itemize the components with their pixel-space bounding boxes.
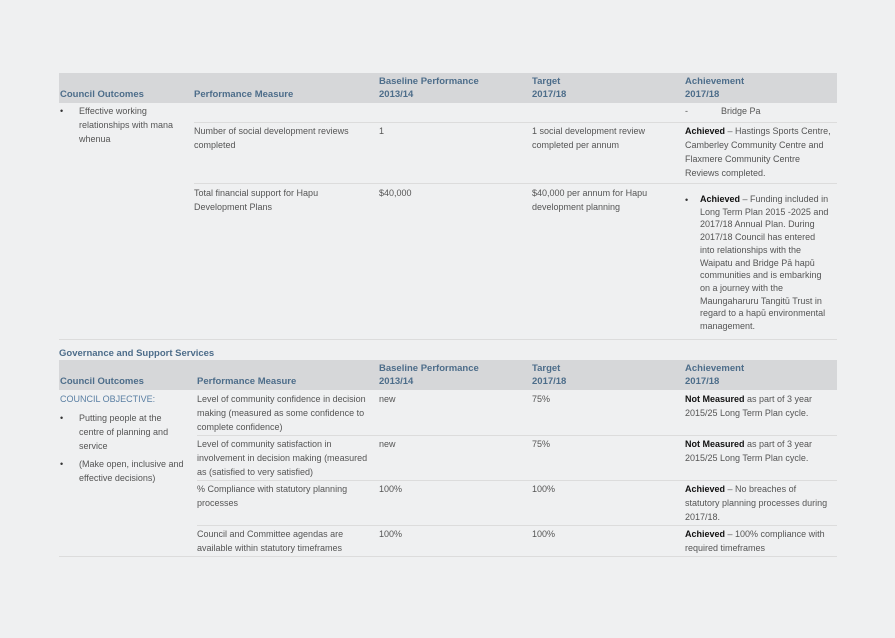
gov-row2-achievement: Not Measured as part of 3 year 2015/25 Long Term Plan cycle.: [685, 439, 813, 463]
section-title: Governance and Support Services: [59, 348, 215, 359]
bullet-icon: •: [60, 106, 64, 116]
gov-row1-measure: Level of community confidence in decision making (measured as some confidence to complete confidence): [197, 394, 366, 432]
row2-target: $40,000 per annum for Hapu development planning: [532, 188, 648, 212]
council-objective-label: COUNCIL OBJECTIVE:: [60, 394, 156, 404]
gov-row4-target: 100%: [532, 529, 556, 539]
prev-row-text: Bridge Pa: [721, 106, 761, 116]
row-divider: [197, 480, 837, 481]
objective-bullet-1: Putting people at the centre of planning and service: [79, 413, 169, 451]
row2-achievement: Achieved – Funding included in Long Term Plan 2015 -2025 and 2017/18 Annual Plan. During 2017/18 Council has entered into relationships with the Waipatu and Bridge Pā hapū communities and is embarking on a journey with the Maungaharuru Tangitū Trust in regard to a hapū environmental management.: [700, 194, 829, 332]
gov-row3-measure: % Compliance with statutory planning processes: [197, 484, 348, 508]
gov-row2-measure: Level of community satisfaction in involvement in decision making (measured as (satisfied to very satisfied): [197, 439, 368, 477]
row1-baseline: 1: [379, 126, 385, 136]
header-target: Target 2017/18: [532, 363, 567, 387]
gov-row3-achievement: Achieved – No breaches of statutory planning processes during 2017/18.: [685, 484, 828, 522]
bullet-icon: •: [685, 195, 689, 205]
bullet-icon: •: [60, 459, 64, 469]
row1-target: 1 social development review completed per annum: [532, 126, 646, 150]
header-performance-measure: Performance Measure: [197, 376, 297, 387]
row-divider: [197, 525, 837, 526]
gov-row1-target: 75%: [532, 394, 551, 404]
row-divider: [197, 435, 837, 436]
row-divider: [194, 183, 837, 184]
prev-row-dash: -: [685, 106, 688, 116]
header-baseline: Baseline Performance 2013/14: [379, 76, 479, 100]
header-council-outcomes: Council Outcomes: [60, 376, 144, 387]
header-achievement: Achievement 2017/18: [685, 76, 745, 100]
table-1: [59, 73, 837, 341]
header-achievement: Achievement 2017/18: [685, 363, 745, 387]
table-2: [59, 360, 837, 560]
outcome-text: Effective working relationships with mana whenua: [79, 106, 174, 144]
header-target: Target 2017/18: [532, 76, 567, 100]
gov-row1-baseline: new: [379, 394, 396, 404]
table-2-header: [59, 360, 837, 390]
row-divider: [194, 122, 837, 123]
row2-baseline: $40,000: [379, 188, 412, 198]
row1-achievement: Achieved – Hastings Sports Centre, Camberley Community Centre and Flaxmere Community Centre Reviews completed.: [685, 126, 831, 178]
bullet-icon: •: [60, 413, 64, 423]
gov-row4-measure: Council and Committee agendas are available within statutory timeframes: [197, 529, 344, 553]
header-performance-measure: Performance Measure: [194, 89, 294, 100]
table-bottom-border: [59, 339, 837, 340]
row2-measure: Total financial support for Hapu Development Plans: [194, 188, 319, 212]
objective-bullet-2: (Make open, inclusive and effective decisions): [79, 459, 184, 483]
header-council-outcomes: Council Outcomes: [60, 89, 144, 100]
row1-measure: Number of social development reviews completed: [194, 126, 349, 150]
gov-row3-baseline: 100%: [379, 484, 403, 494]
header-baseline: Baseline Performance 2013/14: [379, 363, 479, 387]
gov-row3-target: 100%: [532, 484, 556, 494]
gov-row1-achievement: Not Measured as part of 3 year 2015/25 Long Term Plan cycle.: [685, 394, 813, 418]
gov-row2-baseline: new: [379, 439, 396, 449]
gov-row4-achievement: Achieved – 100% compliance with required timeframes: [685, 529, 825, 553]
table-1-header: [59, 73, 837, 103]
gov-row2-target: 75%: [532, 439, 551, 449]
gov-row4-baseline: 100%: [379, 529, 403, 539]
table-bottom-border: [59, 556, 837, 557]
